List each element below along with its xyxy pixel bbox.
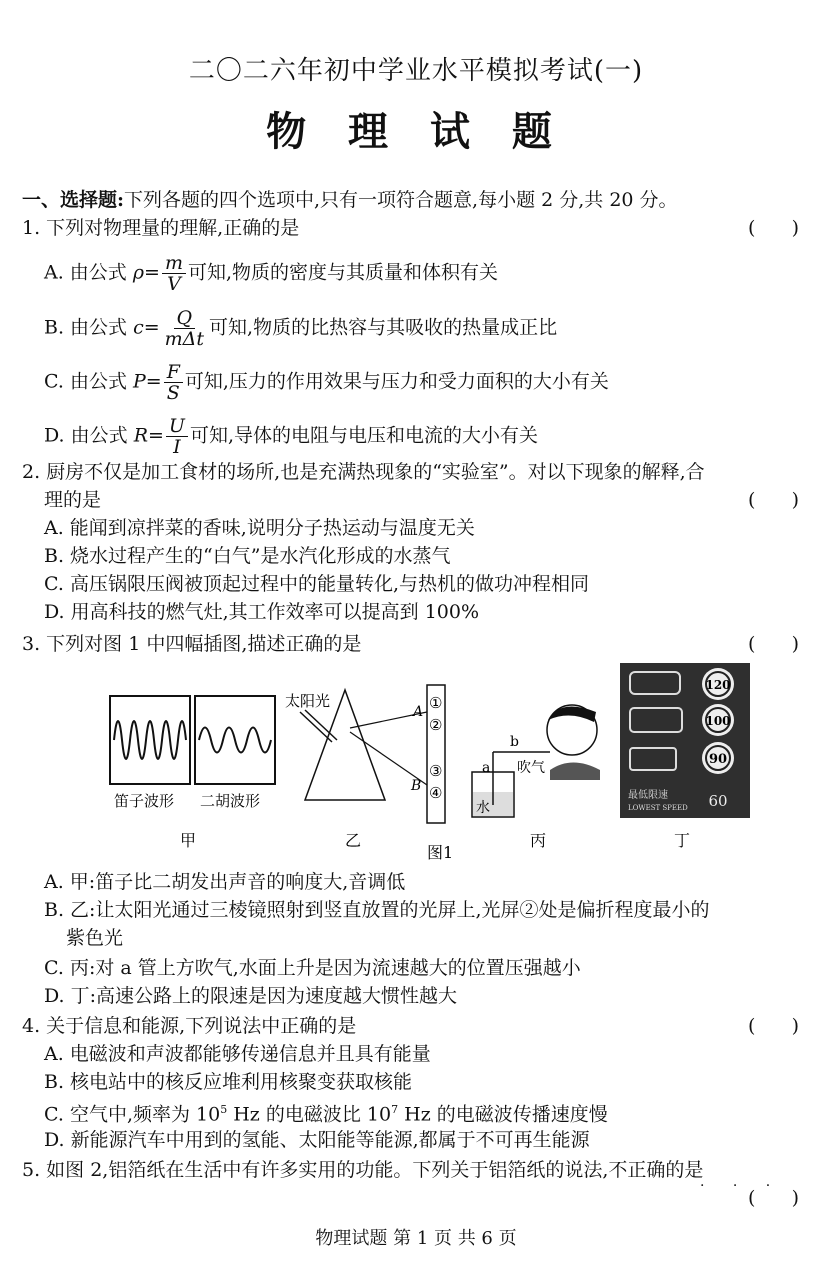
erhu-wave-label: 二胡波形 (200, 792, 261, 810)
subject-title: 物 理 试 题 (266, 108, 566, 155)
formula-fraction: $\frac{m}{V}$ (162, 253, 186, 294)
q2-stem-line2: 理的是 (44, 489, 102, 511)
q3-option-a: A. 甲:笛子比二胡发出声音的响度大,音调低 (44, 871, 406, 893)
q2-answer-paren: ( ) (748, 489, 800, 511)
formula-fraction: $\frac{Q}{\text{mΔt}}$ (164, 307, 205, 350)
section-text: 下列各题的四个选项中,只有一项符合题意,每小题 2 分,共 20 分。 (124, 189, 678, 211)
flute-wave (114, 721, 186, 759)
q5-answer-paren: ( ) (748, 1187, 800, 1209)
svg-text:60: 60 (708, 792, 728, 810)
svg-text:b: b (510, 734, 519, 750)
svg-text:丙: 丙 (530, 831, 547, 850)
svg-text:丁: 丁 (674, 831, 691, 850)
svg-text:120: 120 (705, 678, 731, 692)
q1-answer-paren: ( ) (748, 217, 800, 239)
q5-stem: 5. 如图 2,铝箔纸在生活中有许多实用的功能。下列关于铝箔纸的说法,不正确的是 (22, 1159, 704, 1181)
q2-option-c: C. 高压锅限压阀被顶起过程中的能量转化,与热机的做功冲程相同 (44, 573, 589, 595)
q4-option-d: D. 新能源汽车中用到的氢能、太阳能等能源,都属于不可再生能源 (44, 1129, 590, 1151)
q1-option-d: D. 由公式 R= $\frac{U}{I}$ 可知,导体的电阻与电压和电流的大小有关 (44, 415, 538, 458)
q3-answer-paren: ( ) (748, 633, 800, 655)
q4-stem: 4. 关于信息和能源,下列说法中正确的是 (22, 1015, 357, 1037)
svg-text:①: ① (429, 694, 443, 712)
emphasis-dots: · · · (700, 1178, 783, 1194)
svg-text:100: 100 (705, 714, 731, 728)
q1-option-a: A. 由公式 ρ= $\frac{m}{V}$ 可知,物质的密度与其质量和体积有关 (44, 252, 499, 295)
svg-text:甲: 甲 (180, 831, 197, 850)
q3-stem: 3. 下列对图 1 中四幅插图,描述正确的是 (22, 633, 362, 655)
q4-option-b: B. 核电站中的核反应堆利用核聚变获取核能 (44, 1071, 413, 1093)
svg-text:③: ③ (429, 762, 443, 780)
svg-text:乙: 乙 (345, 831, 362, 850)
figure-1 (100, 660, 760, 870)
q4-answer-paren: ( ) (748, 1015, 800, 1037)
q3-option-b-line2: 紫色光 (66, 927, 124, 949)
section-heading: 一、选择题: (22, 189, 125, 211)
q2-stem-line1: 2. 厨房不仅是加工食材的场所,也是充满热现象的“实验室”。对以下现象的解释,合 (22, 461, 705, 483)
figure-caption: 图1 (427, 843, 454, 862)
blowing-panel (472, 705, 600, 817)
q3-option-d: D. 丁:高速公路上的限速是因为速度越大惯性越大 (44, 985, 458, 1007)
svg-text:a: a (482, 760, 491, 776)
q2-option-b: B. 烧水过程产生的“白气”是水汽化形成的水蒸气 (44, 545, 451, 567)
svg-text:A: A (413, 704, 424, 720)
q3-option-b-line1: B. 乙:让太阳光通过三棱镜照射到竖直放置的光屏上,光屏②处是偏折程度最小的 (44, 899, 710, 921)
q2-option-a: A. 能闻到凉拌菜的香味,说明分子热运动与温度无关 (44, 517, 475, 539)
svg-text:90: 90 (708, 752, 728, 767)
waveform-panel (110, 696, 275, 810)
formula-fraction: $\frac{F}{S}$ (164, 362, 183, 403)
q3-option-c: C. 丙:对 a 管上方吹气,水面上升是因为流速越大的位置压强越小 (44, 957, 581, 979)
svg-text:②: ② (429, 716, 443, 734)
exam-title: 二〇二六年初中学业水平模拟考试(一) (188, 56, 644, 86)
section-1-instruction (22, 186, 678, 214)
svg-text:水: 水 (476, 800, 490, 816)
page-footer: 物理试题 第 1 页 共 6 页 (315, 1228, 517, 1249)
svg-text:最低限速: 最低限速 (628, 790, 668, 801)
erhu-wave (199, 728, 271, 753)
svg-text:④: ④ (429, 784, 443, 802)
svg-text:B: B (411, 778, 422, 794)
sunlight-label: 太阳光 (285, 692, 331, 710)
flute-wave-label: 笛子波形 (114, 792, 175, 810)
q1-option-c: C. 由公式 P= $\frac{F}{S}$ 可知,压力的作用效果与压力和受力面积的大小有关 (44, 361, 609, 404)
q1-option-b: B. 由公式 c= $\frac{Q}{\text{mΔt}}$ 可知,物质的比热容与其吸收的热量成正比 (44, 307, 558, 350)
q2-option-d: D. 用高科技的燃气灶,其工作效率可以提高到 100% (44, 601, 480, 623)
svg-text:吹气: 吹气 (517, 760, 545, 776)
svg-text:LOWEST SPEED: LOWEST SPEED (628, 804, 688, 812)
q1-stem: 1. 下列对物理量的理解,正确的是 (22, 217, 300, 239)
speed-sign-panel (620, 663, 750, 818)
prism-panel (285, 685, 445, 823)
q4-option-c: C. 空气中,频率为 $10^5$ Hz 的电磁波比 $10^7$ Hz 的电磁波传播速度慢 (44, 1103, 608, 1126)
formula-fraction: $\frac{U}{I}$ (166, 416, 188, 457)
q4-option-a: A. 电磁波和声波都能够传递信息并且具有能量 (44, 1043, 431, 1065)
